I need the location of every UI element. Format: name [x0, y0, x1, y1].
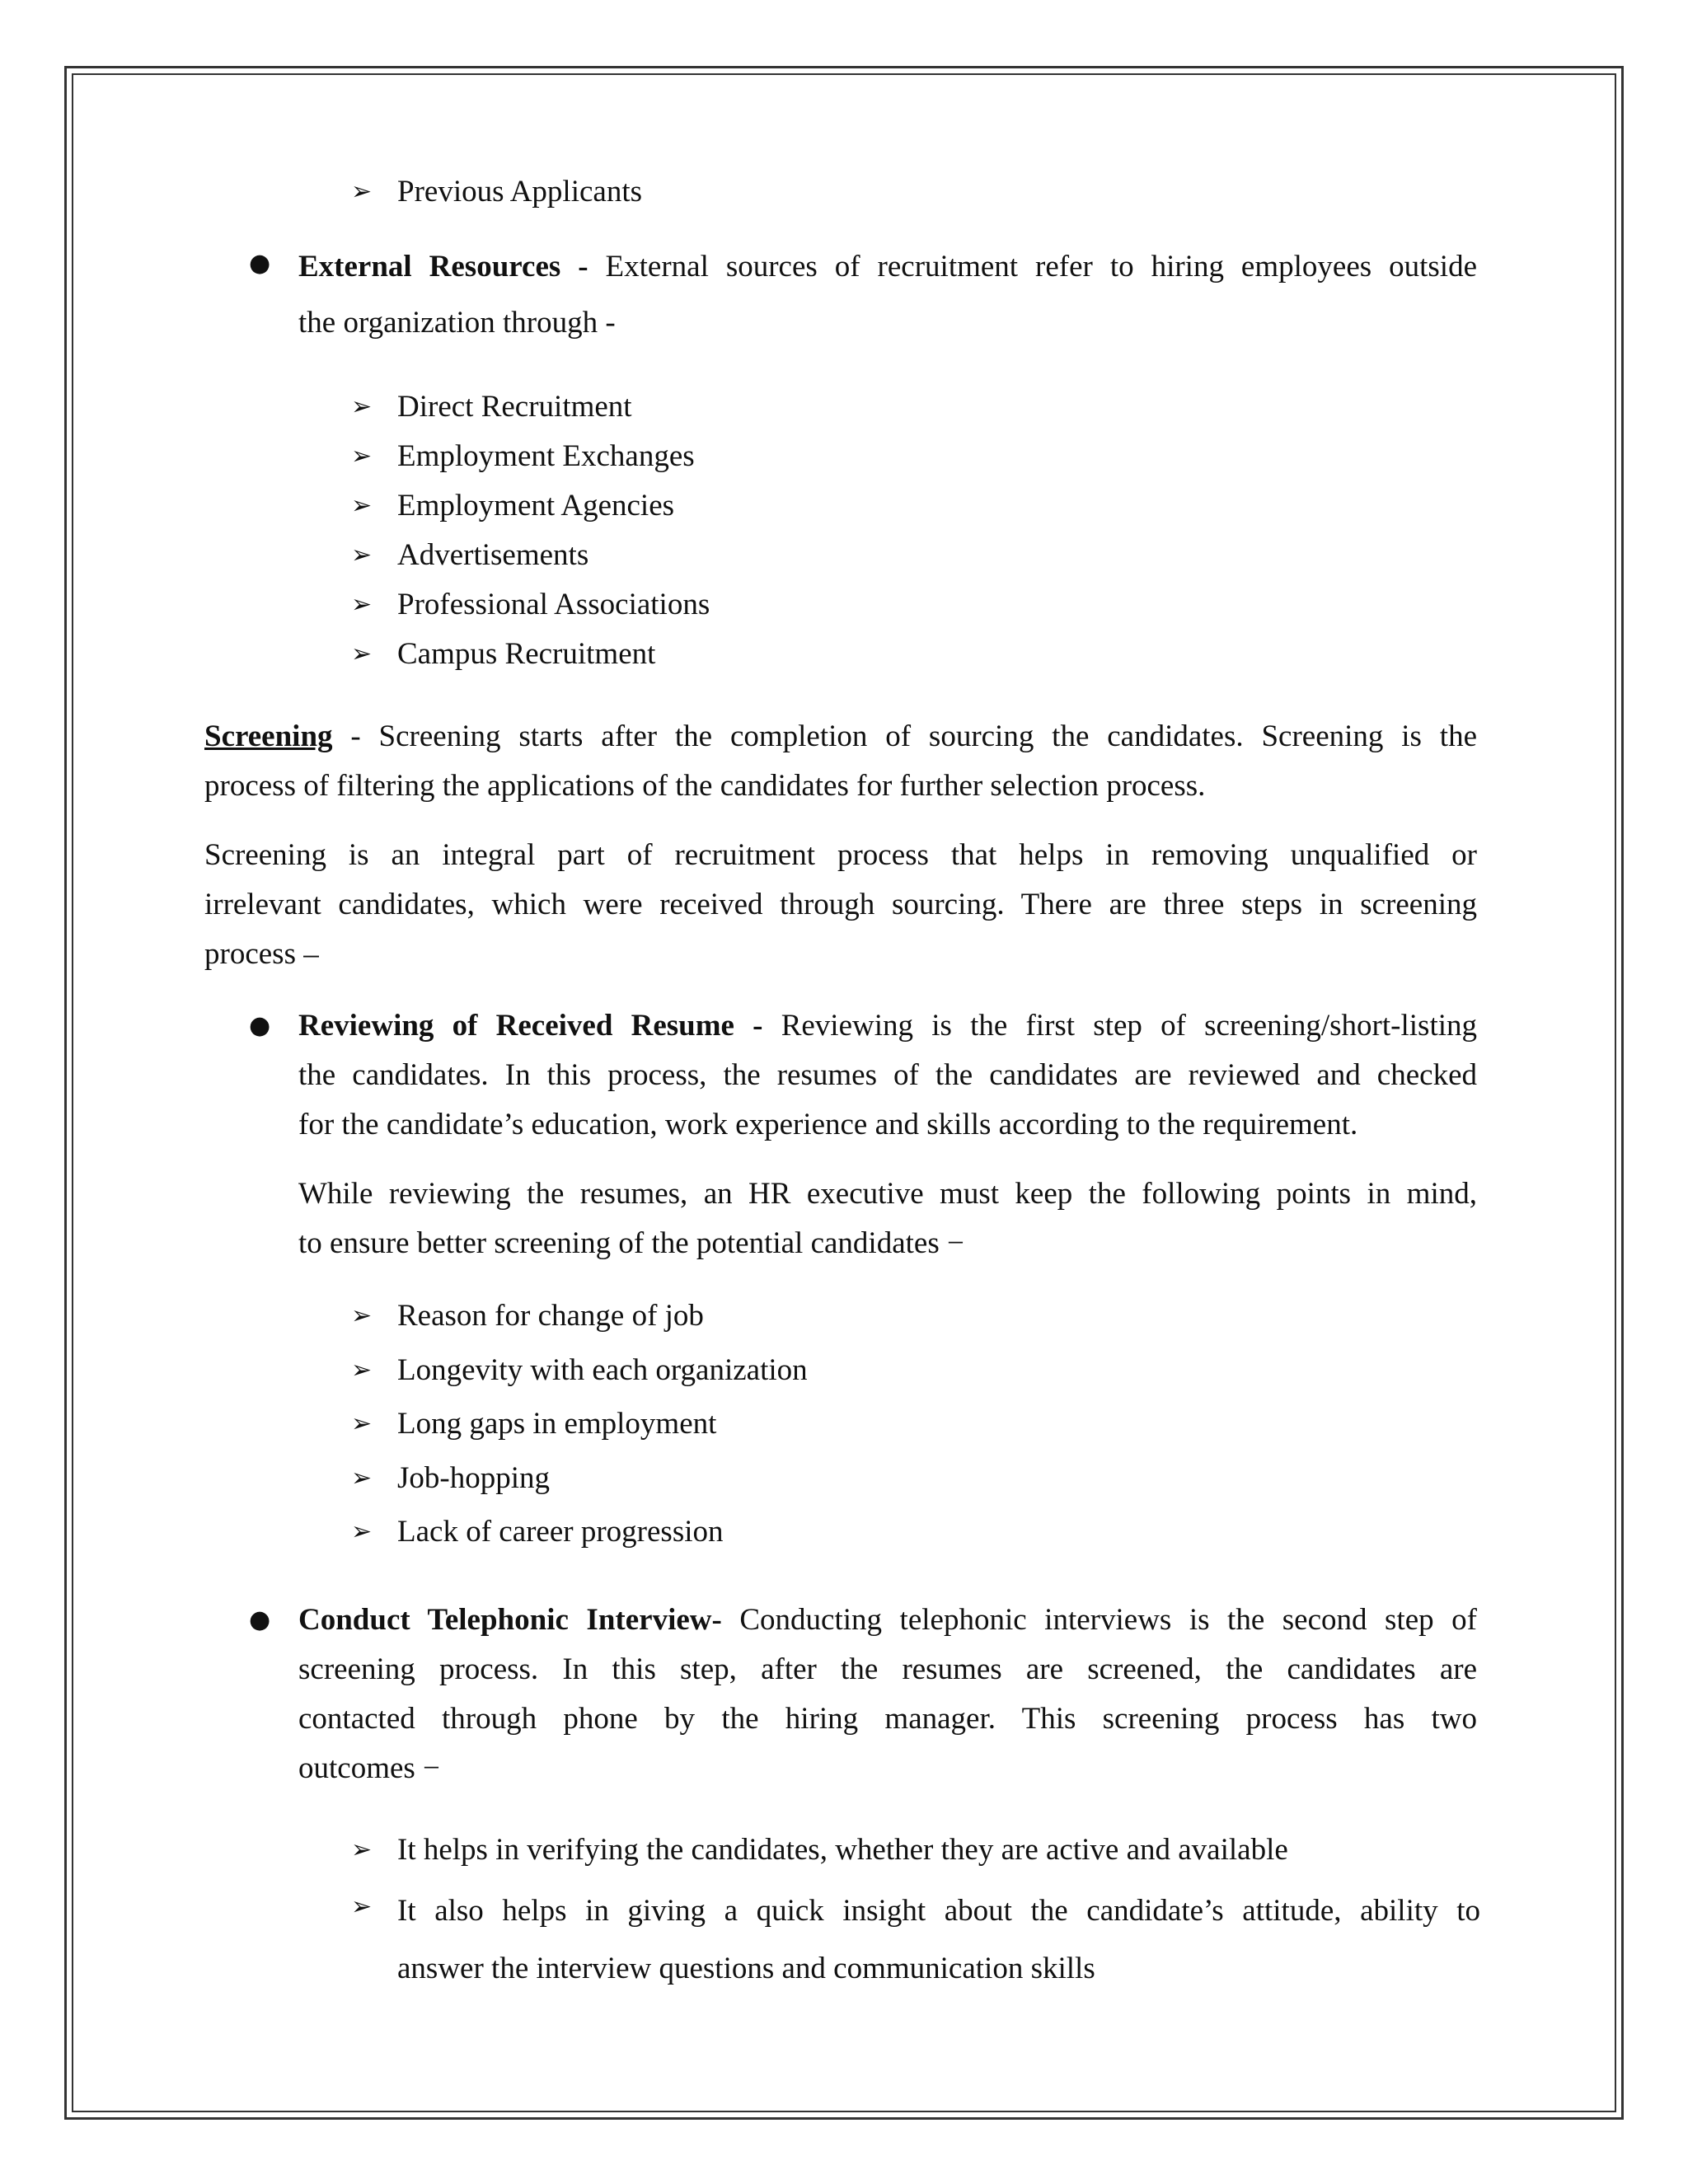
paragraph-text: contacted through phone by the hiring manager. This screening process has two: [298, 1702, 1477, 1736]
arrow-bullet-icon: ➢: [351, 1356, 373, 1385]
external-resources-heading: External Resources -: [298, 250, 588, 284]
reviewing-heading: Reviewing of Received Resume -: [298, 1009, 763, 1043]
list-item: [351, 630, 656, 679]
paragraph-text: outcomes −: [298, 1751, 440, 1785]
list-item-text: Professional Associations: [397, 588, 710, 621]
paragraph-text: for the candidate’s education, work experience and skills according to the requirement.: [298, 1108, 1358, 1141]
list-item: [351, 580, 710, 630]
list-item-text: Employment Exchanges: [397, 439, 695, 473]
arrow-bullet-icon: ➢: [351, 1517, 373, 1546]
list-item-text: Previous Applicants: [397, 175, 643, 209]
list-item-text: Longevity with each organization: [397, 1353, 808, 1387]
paragraph-text: to ensure better screening of the potential candidates −: [298, 1226, 964, 1260]
list-item-text: Job-hopping: [397, 1461, 550, 1495]
list-item-text: Lack of career progression: [397, 1515, 724, 1549]
telephonic-heading: Conduct Telephonic Interview-: [298, 1603, 722, 1637]
arrow-bullet-icon: ➢: [351, 1409, 373, 1438]
arrow-bullet-icon: ➢: [351, 1892, 373, 1921]
paragraph-text: Reviewing is the first step of screening/short-listing: [781, 1009, 1477, 1043]
paragraph-text: the candidates. In this process, the resumes of the candidates are reviewed and checked: [298, 1058, 1477, 1092]
telephonic-paragraph: [298, 1596, 1477, 1793]
list-item-text: Long gaps in employment: [397, 1407, 717, 1441]
paragraph-text: process –: [204, 937, 319, 971]
reviewing-paragraph-2: [298, 1169, 1477, 1268]
list-item-text: Direct Recruitment: [397, 390, 632, 424]
paragraph-text: External sources of recruitment refer to hiring employees outside: [605, 250, 1478, 284]
paragraph-text: screening process. In this step, after the resumes are screened, the candidates are: [298, 1652, 1477, 1686]
list-item-text: [397, 1882, 1480, 1998]
bullet-icon: ●: [249, 1605, 271, 1634]
paragraph-text: Screening is an integral part of recruitment process that helps in removing unqualified or: [204, 838, 1477, 872]
list-item: [351, 481, 675, 531]
list-item: [351, 432, 695, 481]
arrow-bullet-icon: ➢: [351, 491, 373, 520]
arrow-bullet-icon: ➢: [351, 541, 373, 569]
list-item: [351, 1882, 1480, 1998]
arrow-bullet-icon: ➢: [351, 1301, 373, 1330]
list-item: [351, 1291, 704, 1341]
list-item-text: It helps in verifying the candidates, whether they are active and available: [397, 1833, 1288, 1867]
arrow-bullet-icon: ➢: [351, 392, 373, 421]
paragraph-text: It also helps in giving a quick insight about the candidate’s attitude, ability to: [397, 1894, 1480, 1928]
list-item-text: Employment Agencies: [397, 489, 675, 523]
list-item: [351, 1454, 550, 1503]
arrow-bullet-icon: ➢: [351, 1835, 373, 1864]
list-item: [351, 1399, 717, 1449]
paragraph-text: While reviewing the resumes, an HR executive must keep the following points in mind,: [298, 1177, 1477, 1211]
arrow-bullet-icon: ➢: [351, 640, 373, 668]
arrow-bullet-icon: ➢: [351, 1464, 373, 1493]
list-item: [351, 1507, 724, 1557]
list-item: [351, 1346, 808, 1395]
list-item: [351, 1825, 1288, 1875]
list-item-text: Advertisements: [397, 538, 589, 572]
paragraph-text: - Screening starts after the completion of sourcing the candidates. Screening is the: [350, 719, 1477, 753]
screening-paragraph: [204, 712, 1477, 811]
list-item: [351, 382, 632, 432]
paragraph-text: Conducting telephonic interviews is the second step of: [739, 1603, 1477, 1637]
bullet-icon: ●: [249, 1011, 271, 1040]
screening-heading: Screening: [204, 719, 333, 753]
list-item-text: Campus Recruitment: [397, 637, 656, 671]
external-resources-paragraph: [298, 239, 1477, 351]
list-item: [351, 531, 589, 580]
paragraph-text: irrelevant candidates, which were received through sourcing. There are three steps in screening: [204, 888, 1477, 921]
screening-paragraph-2: [204, 831, 1477, 979]
arrow-bullet-icon: ➢: [351, 590, 373, 619]
arrow-bullet-icon: ➢: [351, 177, 373, 206]
bullet-icon: ●: [249, 249, 271, 278]
list-item-text: Reason for change of job: [397, 1299, 704, 1333]
paragraph-text: the organization through -: [298, 306, 616, 340]
list-item: [351, 167, 643, 217]
paragraph-text: answer the interview questions and communication skills: [397, 1952, 1095, 1985]
reviewing-paragraph: [298, 1001, 1477, 1150]
paragraph-text: process of filtering the applications of the candidates for further selection process.: [204, 769, 1206, 803]
arrow-bullet-icon: ➢: [351, 442, 373, 471]
